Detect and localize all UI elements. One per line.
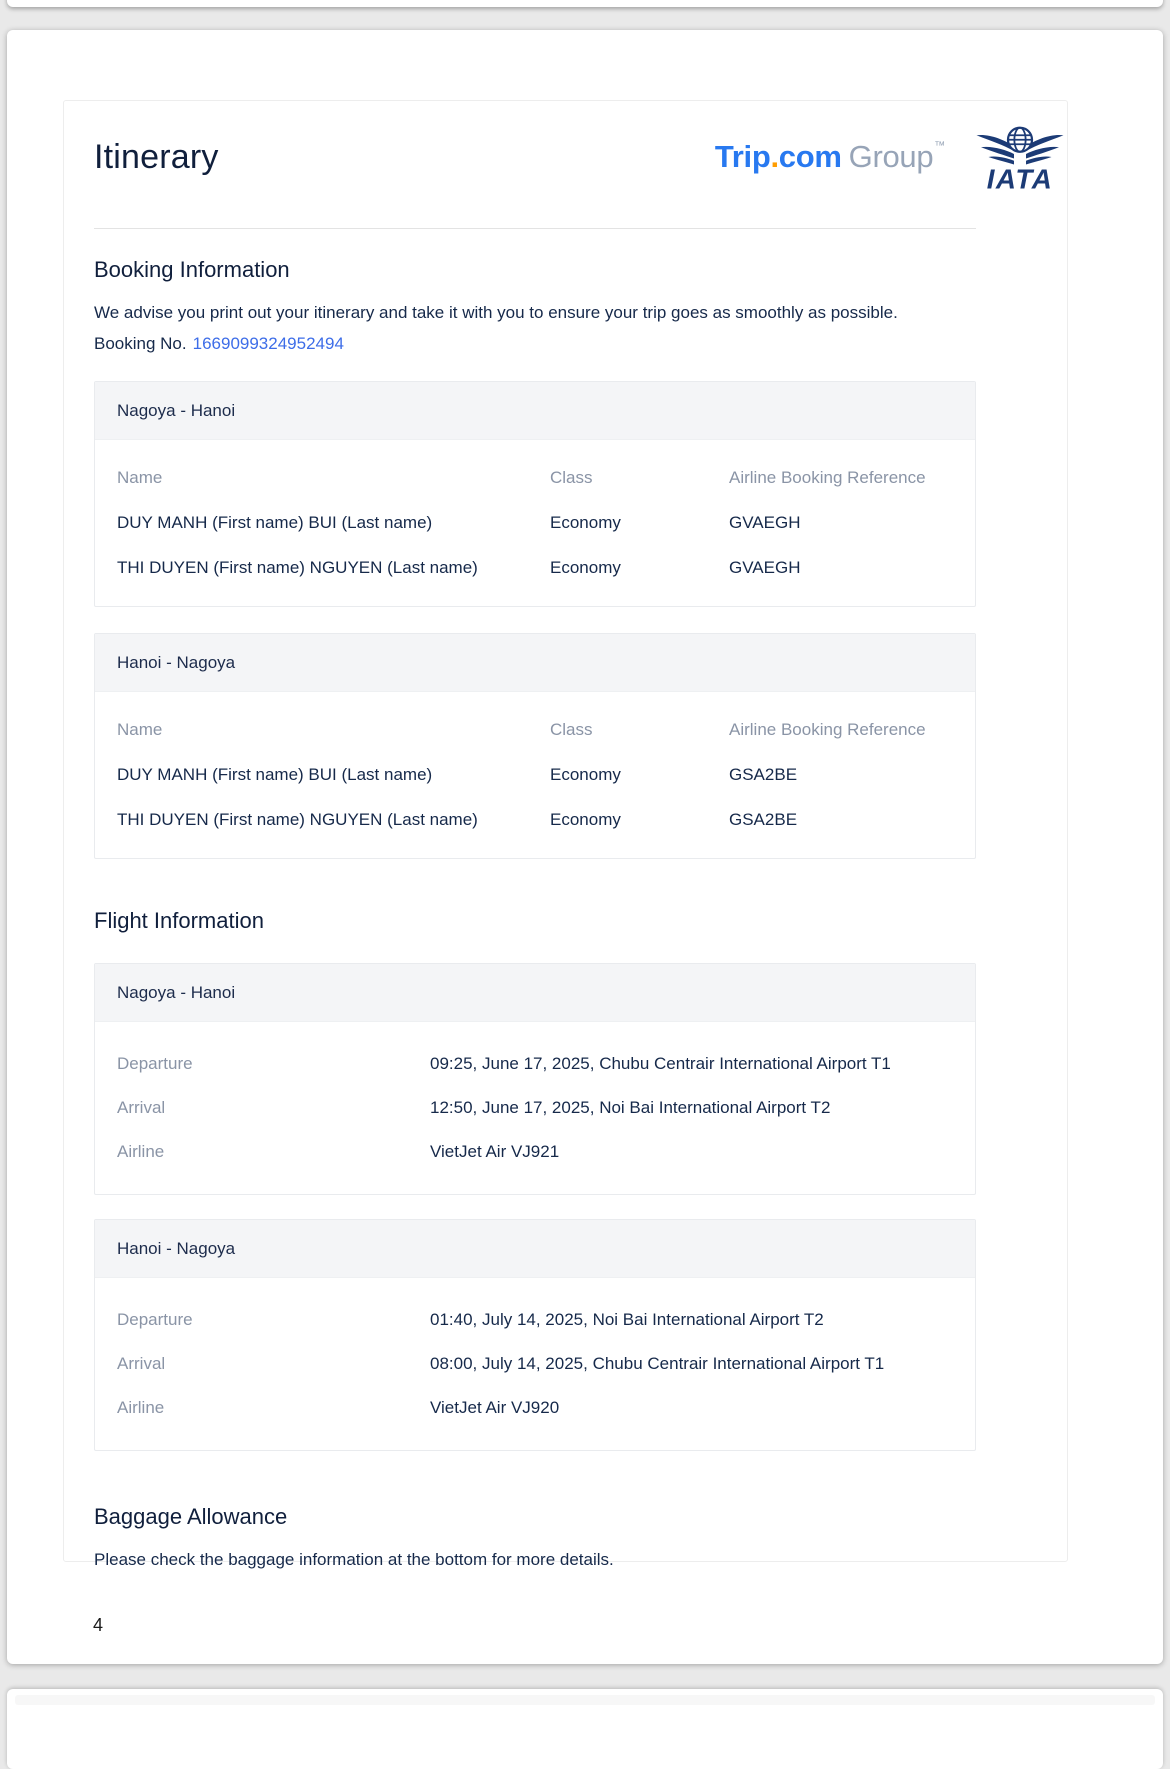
arrival-value: 12:50, June 17, 2025, Noi Bai International Airport T2	[430, 1098, 831, 1117]
column-reference: Airline Booking Reference	[729, 720, 926, 739]
airline-booking-reference: GVAEGH	[729, 513, 801, 532]
route-header: Nagoya - Hanoi	[95, 382, 975, 440]
flight-card-body	[95, 1022, 975, 1194]
table-body	[95, 692, 975, 858]
departure-value: 01:40, July 14, 2025, Noi Bai International Airport T2	[430, 1310, 824, 1329]
departure-value: 09:25, June 17, 2025, Chubu Centrair International Airport T1	[430, 1054, 891, 1073]
trip-com-group-logo	[715, 139, 945, 175]
cabin-class: Economy	[550, 810, 621, 829]
passenger-name: THI DUYEN (First name) NGUYEN (Last name)	[117, 558, 478, 577]
flight-row-departure	[117, 1310, 953, 1330]
passenger-table-return	[94, 633, 976, 859]
airline-label: Airline	[117, 1398, 165, 1417]
table-row	[117, 810, 953, 830]
column-name: Name	[117, 468, 163, 487]
page-header	[94, 119, 1067, 195]
next-page-content-edge	[15, 1695, 1155, 1705]
cabin-class: Economy	[550, 765, 621, 784]
booking-number-line	[94, 332, 1067, 355]
passenger-name: DUY MANH (First name) BUI (Last name)	[117, 765, 433, 784]
header-divider	[94, 228, 976, 229]
airline-label: Airline	[117, 1142, 165, 1161]
trip-logo-group: Group	[848, 139, 934, 174]
flight-row-airline	[117, 1398, 953, 1418]
cabin-class: Economy	[550, 513, 621, 532]
flight-card-return	[94, 1219, 976, 1451]
arrival-value: 08:00, July 14, 2025, Chubu Centrair International Airport T1	[430, 1354, 885, 1373]
airline-booking-reference: GVAEGH	[729, 558, 801, 577]
table-row	[117, 765, 953, 785]
arrival-label: Arrival	[117, 1098, 166, 1117]
passenger-name: THI DUYEN (First name) NGUYEN (Last name)	[117, 810, 478, 829]
airline-value: VietJet Air VJ920	[430, 1398, 560, 1417]
booking-number-link[interactable]: 1669099324952494	[192, 334, 344, 353]
flight-row-arrival	[117, 1098, 953, 1118]
route-header: Nagoya - Hanoi	[95, 964, 975, 1022]
itinerary-page	[7, 30, 1163, 1664]
cabin-class: Economy	[550, 558, 621, 577]
trip-logo-dot: .	[770, 139, 779, 174]
route-header: Hanoi - Nagoya	[95, 1220, 975, 1278]
departure-label: Departure	[117, 1310, 193, 1329]
table-row	[117, 513, 953, 533]
passenger-table-outbound	[94, 381, 976, 607]
passenger-name: DUY MANH (First name) BUI (Last name)	[117, 513, 433, 532]
trip-logo-com: com	[778, 139, 842, 174]
column-name: Name	[117, 720, 163, 739]
departure-label: Departure	[117, 1054, 193, 1073]
flight-row-airline	[117, 1142, 953, 1162]
column-reference: Airline Booking Reference	[729, 468, 926, 487]
page-title: Itinerary	[94, 138, 219, 176]
flight-card-outbound	[94, 963, 976, 1195]
table-row	[117, 558, 953, 578]
page-number: 4	[93, 1615, 104, 1635]
baggage-allowance-heading: Baggage Allowance	[94, 1504, 288, 1529]
baggage-note: Please check the baggage information at the bottom for more details.	[94, 1550, 614, 1569]
flight-card-body	[95, 1278, 975, 1450]
airline-value: VietJet Air VJ921	[430, 1142, 560, 1161]
iata-logo-text: IATA	[986, 163, 1054, 194]
airline-booking-reference: GSA2BE	[729, 765, 798, 784]
header-logos	[715, 120, 1065, 194]
table-column-headers	[117, 468, 953, 488]
arrival-label: Arrival	[117, 1354, 166, 1373]
flight-information-heading: Flight Information	[94, 908, 264, 933]
column-class: Class	[550, 468, 593, 487]
booking-number-label: Booking No.	[94, 334, 187, 353]
iata-logo-icon	[975, 120, 1065, 194]
next-page-edge	[7, 1689, 1163, 1769]
route-header: Hanoi - Nagoya	[95, 634, 975, 692]
column-class: Class	[550, 720, 593, 739]
previous-page-edge	[7, 0, 1163, 7]
table-column-headers	[117, 720, 953, 740]
flight-row-arrival	[117, 1354, 953, 1374]
trademark-symbol: ™	[934, 140, 945, 152]
content-card	[63, 100, 1068, 1569]
booking-advice-text: We advise you print out your itinerary and take it with you to ensure your trip goes as smoothly as possible.	[94, 303, 898, 322]
flight-row-departure	[117, 1054, 953, 1074]
airline-booking-reference: GSA2BE	[729, 810, 798, 829]
booking-information-heading: Booking Information	[94, 257, 290, 282]
table-body	[95, 440, 975, 606]
trip-logo-word: Trip	[714, 139, 771, 174]
